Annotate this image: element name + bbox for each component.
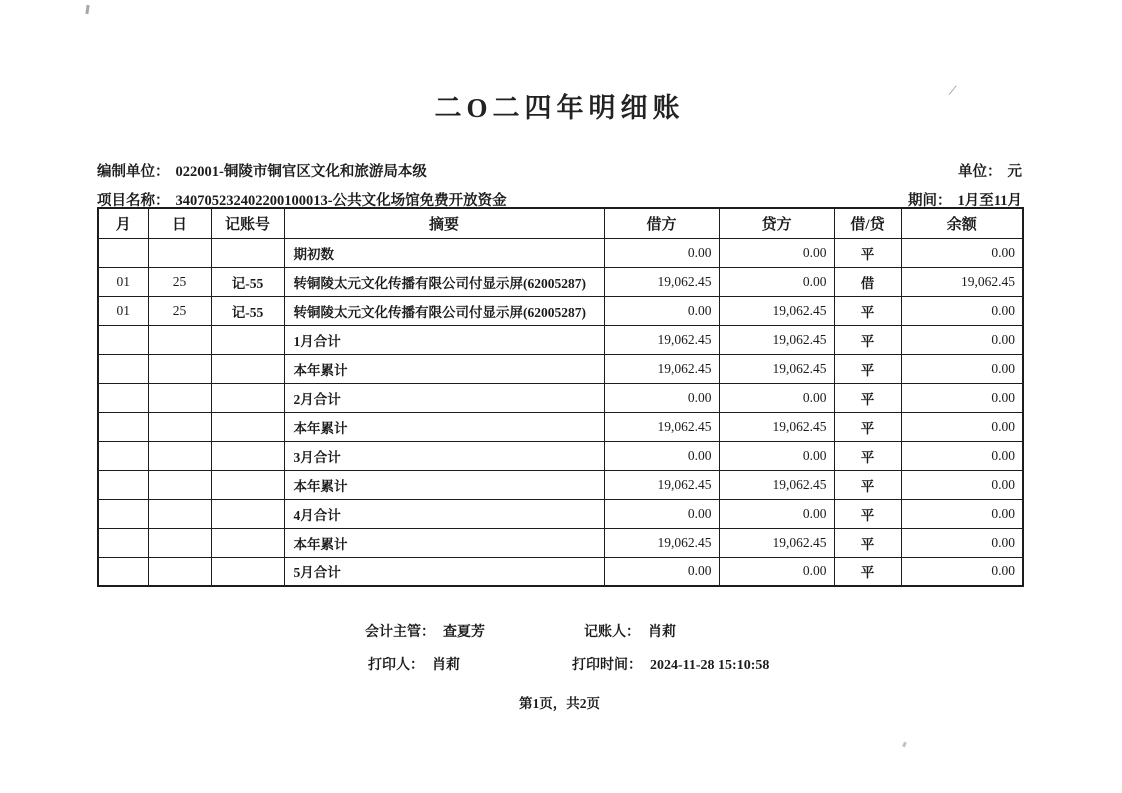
preparing-unit-value: 022001-铜陵市铜官区文化和旅游局本级 — [175, 164, 427, 180]
cell-r10-c5: 19,062.45 — [719, 528, 834, 557]
cell-r11-c5: 0.00 — [719, 557, 834, 586]
cell-r8-c4: 19,062.45 — [604, 470, 719, 499]
cell-r9-c5: 0.00 — [719, 499, 834, 528]
print-time-field — [572, 654, 769, 674]
table-row — [98, 499, 1023, 528]
column-header-0: 月 — [98, 208, 148, 238]
cell-r2-c2: 记-55 — [211, 296, 284, 325]
printed-by-label: 打印人： — [368, 658, 424, 673]
print-time-value: 2024-11-28 15:10:58 — [650, 658, 770, 673]
cell-r0-c6: 平 — [834, 238, 901, 267]
cell-r7-c6: 平 — [834, 441, 901, 470]
accounting-supervisor-value: 查夏芳 — [443, 625, 485, 640]
preparing-unit-field — [97, 160, 427, 181]
cell-r5-c2 — [211, 383, 284, 412]
table-row — [98, 383, 1023, 412]
cell-r5-c7: 0.00 — [901, 383, 1023, 412]
cell-r11-c2 — [211, 557, 284, 586]
table-row — [98, 557, 1023, 586]
cell-r1-c1: 25 — [148, 267, 211, 296]
cell-r7-c7: 0.00 — [901, 441, 1023, 470]
cell-r9-c7: 0.00 — [901, 499, 1023, 528]
cell-r9-c1 — [148, 499, 211, 528]
cell-r6-c6: 平 — [834, 412, 901, 441]
column-header-7: 余额 — [901, 208, 1023, 238]
cell-r4-c4: 19,062.45 — [604, 354, 719, 383]
cell-r4-c2 — [211, 354, 284, 383]
cell-r10-c7: 0.00 — [901, 528, 1023, 557]
cell-r9-c6: 平 — [834, 499, 901, 528]
cell-r0-c1 — [148, 238, 211, 267]
table-row — [98, 354, 1023, 383]
project-name-label: 项目名称： — [97, 193, 170, 209]
ledger-table — [97, 207, 1024, 587]
cell-r7-c4: 0.00 — [604, 441, 719, 470]
scan-artifact — [85, 5, 89, 14]
cell-r4-c7: 0.00 — [901, 354, 1023, 383]
cell-r2-c0: 01 — [98, 296, 148, 325]
period-value: 1月至11月 — [957, 193, 1022, 209]
cell-r5-c0 — [98, 383, 148, 412]
cell-r10-c6: 平 — [834, 528, 901, 557]
cell-r6-c4: 19,062.45 — [604, 412, 719, 441]
cell-r9-c2 — [211, 499, 284, 528]
table-row — [98, 267, 1023, 296]
cell-r6-c1 — [148, 412, 211, 441]
cell-r0-c0 — [98, 238, 148, 267]
bookkeeper-label: 记账人： — [584, 625, 640, 640]
cell-r3-c6: 平 — [834, 325, 901, 354]
currency-unit-label: 单位： — [958, 164, 1002, 180]
cell-r6-c0 — [98, 412, 148, 441]
column-header-3: 摘要 — [284, 208, 604, 238]
cell-r6-c7: 0.00 — [901, 412, 1023, 441]
currency-unit-field — [958, 160, 1022, 181]
cell-r1-c4: 19,062.45 — [604, 267, 719, 296]
column-header-6: 借/贷 — [834, 208, 901, 238]
preparing-unit-label: 编制单位： — [97, 164, 170, 180]
project-name-value: 340705232402200100013-公共文化场馆免费开放资金 — [175, 193, 507, 209]
cell-r7-c3: 3月合计 — [284, 441, 604, 470]
bookkeeper-value: 肖莉 — [648, 625, 676, 640]
cell-r0-c3: 期初数 — [284, 238, 604, 267]
cell-r10-c0 — [98, 528, 148, 557]
cell-r0-c4: 0.00 — [604, 238, 719, 267]
column-header-5: 贷方 — [719, 208, 834, 238]
cell-r7-c1 — [148, 441, 211, 470]
cell-r5-c6: 平 — [834, 383, 901, 412]
column-header-2: 记账号 — [211, 208, 284, 238]
printed-by-value: 肖莉 — [432, 658, 460, 673]
cell-r6-c2 — [211, 412, 284, 441]
cell-r8-c5: 19,062.45 — [719, 470, 834, 499]
cell-r11-c1 — [148, 557, 211, 586]
cell-r1-c7: 19,062.45 — [901, 267, 1023, 296]
cell-r1-c5: 0.00 — [719, 267, 834, 296]
cell-r2-c3: 转铜陵太元文化传播有限公司付显示屏(62005287) — [284, 296, 604, 325]
cell-r8-c2 — [211, 470, 284, 499]
cell-r2-c6: 平 — [834, 296, 901, 325]
cell-r11-c3: 5月合计 — [284, 557, 604, 586]
table-row — [98, 325, 1023, 354]
cell-r11-c4: 0.00 — [604, 557, 719, 586]
cell-r8-c3: 本年累计 — [284, 470, 604, 499]
cell-r6-c5: 19,062.45 — [719, 412, 834, 441]
cell-r10-c4: 19,062.45 — [604, 528, 719, 557]
cell-r3-c4: 19,062.45 — [604, 325, 719, 354]
cell-r10-c1 — [148, 528, 211, 557]
cell-r7-c5: 0.00 — [719, 441, 834, 470]
print-time-label: 打印时间： — [572, 658, 642, 673]
cell-r8-c1 — [148, 470, 211, 499]
cell-r4-c5: 19,062.45 — [719, 354, 834, 383]
content-area — [97, 0, 1022, 793]
period-label: 期间： — [908, 193, 952, 209]
cell-r0-c2 — [211, 238, 284, 267]
cell-r3-c1 — [148, 325, 211, 354]
table-row — [98, 238, 1023, 267]
cell-r3-c0 — [98, 325, 148, 354]
column-header-4: 借方 — [604, 208, 719, 238]
cell-r3-c5: 19,062.45 — [719, 325, 834, 354]
cell-r9-c4: 0.00 — [604, 499, 719, 528]
cell-r4-c3: 本年累计 — [284, 354, 604, 383]
cell-r0-c5: 0.00 — [719, 238, 834, 267]
cell-r4-c0 — [98, 354, 148, 383]
cell-r2-c1: 25 — [148, 296, 211, 325]
printed-by-field — [368, 654, 460, 674]
cell-r4-c6: 平 — [834, 354, 901, 383]
cell-r7-c2 — [211, 441, 284, 470]
cell-r3-c3: 1月合计 — [284, 325, 604, 354]
cell-r6-c3: 本年累计 — [284, 412, 604, 441]
cell-r10-c2 — [211, 528, 284, 557]
currency-unit-value: 元 — [1007, 164, 1022, 180]
signature-section — [97, 621, 1022, 685]
cell-r11-c0 — [98, 557, 148, 586]
cell-r5-c5: 0.00 — [719, 383, 834, 412]
bookkeeper-field — [584, 621, 676, 641]
cell-r3-c7: 0.00 — [901, 325, 1023, 354]
table-header-row — [98, 208, 1023, 238]
cell-r8-c6: 平 — [834, 470, 901, 499]
cell-r2-c7: 0.00 — [901, 296, 1023, 325]
table-row — [98, 412, 1023, 441]
table-row — [98, 528, 1023, 557]
cell-r5-c4: 0.00 — [604, 383, 719, 412]
accounting-supervisor-label: 会计主管： — [365, 625, 435, 640]
cell-r1-c3: 转铜陵太元文化传播有限公司付显示屏(62005287) — [284, 267, 604, 296]
cell-r11-c7: 0.00 — [901, 557, 1023, 586]
cell-r9-c3: 4月合计 — [284, 499, 604, 528]
column-header-1: 日 — [148, 208, 211, 238]
cell-r2-c5: 19,062.45 — [719, 296, 834, 325]
page-indicator: 第1页，共2页 — [519, 696, 600, 711]
table-row — [98, 470, 1023, 499]
cell-r9-c0 — [98, 499, 148, 528]
scan-artifact: / — [948, 82, 956, 100]
cell-r7-c0 — [98, 441, 148, 470]
cell-r8-c7: 0.00 — [901, 470, 1023, 499]
table-row — [98, 296, 1023, 325]
cell-r2-c4: 0.00 — [604, 296, 719, 325]
page-title: 二O二四年明细账 — [434, 93, 685, 123]
cell-r0-c7: 0.00 — [901, 238, 1023, 267]
cell-r1-c6: 借 — [834, 267, 901, 296]
table-row — [98, 441, 1023, 470]
cell-r1-c2: 记-55 — [211, 267, 284, 296]
cell-r1-c0: 01 — [98, 267, 148, 296]
cell-r8-c0 — [98, 470, 148, 499]
accounting-supervisor-field — [365, 621, 485, 641]
table-body — [98, 238, 1023, 586]
cell-r4-c1 — [148, 354, 211, 383]
cell-r5-c1 — [148, 383, 211, 412]
meta-row-1 — [97, 160, 1022, 181]
cell-r3-c2 — [211, 325, 284, 354]
cell-r5-c3: 2月合计 — [284, 383, 604, 412]
cell-r11-c6: 平 — [834, 557, 901, 586]
cell-r10-c3: 本年累计 — [284, 528, 604, 557]
